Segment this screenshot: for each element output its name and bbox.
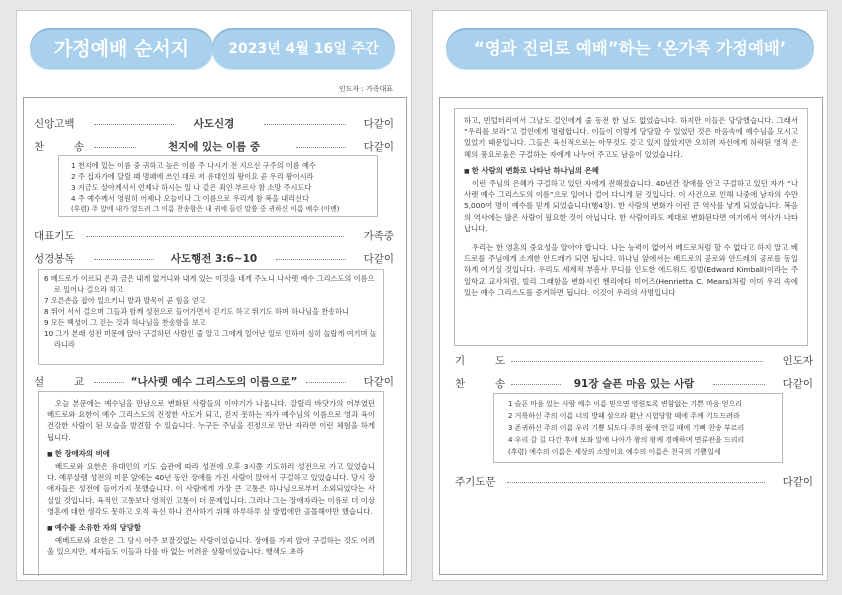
verse-line: 10 그가 본래 성전 미문에 앉아 구걸하던 사람인 줄 알고 그에게 일어난 일로 인하여 심히 놀랍게 여기며 놀라니라	[44, 329, 377, 349]
sermon-continued-box	[454, 108, 808, 346]
row-label: 주기도문	[455, 476, 496, 488]
lyric-line: 3 지금도 살아계셔서 언제나 하시는 일 나 같은 죄인 부르사 참 소망 주시도다	[71, 183, 312, 192]
row-right: 가족중	[363, 230, 394, 242]
row-title: 91장 슬픈 마음 있는 사람	[573, 378, 695, 390]
headline: “영과 진리로 예배”하는 ‘온가족 가정예배’	[473, 39, 787, 58]
closing-hymn-box	[493, 393, 783, 463]
sermon-paragraph-top: 하고, 빈털터리여서 그날도 걸인에게 줄 동전 한 닢도 없었습니다. 하지만 이들은 당당했습니다. 그래서 “우리를 보라”고 걸인에게 명령합니다. 이들이 이렇게 당당할 수 있었던 것은 마음속에 예수님을 모시고 있었기 때문입니다. 그들은 육신적으로는 아무것도 갖고 있지 않았지만 오히려 자신에게 허락된 영적 은혜의 풍요로움은 구걸하는 자에게 나누어 주고도 남음이 있었습니다.	[464, 116, 798, 159]
row-label-2: 송	[74, 141, 85, 153]
lyric-line: 2 주 십자가에 달릴 때 명패에 쓰인 대로 저 유대인의 왕이요 곧 우리 왕이시라	[71, 172, 314, 181]
row-hymn	[34, 139, 394, 155]
verse-line: 7 오른손을 잡아 일으키니 발과 발목이 곧 힘을 얻고	[44, 296, 206, 305]
lyric-line: 4 주 예수께서 영원히 어제나 오늘이나 그 이름으로 우리게 참 복을 내리신다	[71, 194, 310, 203]
lyric-line: 3 존귀하신 주의 이름 우리 기쁨 되도다 주의 품에 안길 때에 기뻐 찬송 부르리	[508, 424, 745, 432]
lyric-line: 1 슬픈 마음 있는 사람 예수 이름 믿으면 영원토록 변함없는 기쁜 마음 얻으리	[508, 400, 743, 408]
row-label-1: 찬	[455, 378, 466, 390]
row-label-1: 찬	[34, 141, 45, 153]
sermon-paragraph-3: 이런 주님의 은혜가 구걸하고 있던 자에게 전해졌습니다. 40년간 장애를 안고 구걸하고 있던 자가 “나사렛 예수 그리스도의 이름”으로 일어나 걸어 다니게 된 것입니다. 이 사건으로 인해 나중에 남자의 수만 5,000여 명이 예수를 믿게 되었습니다(행4장). 한 사람의 변화가 이런 큰 역사를 낳게 되었습니다. 복음의 역사에는 많은 사람이 필요한 것이 아닙니다. 한 사람이라도 제대로 변화된다면 여기에서 역사가 나타납니다.	[464, 179, 798, 233]
lyric-line: 2 거룩하신 주의 이름 너의 방패 삼으라 환난 시험당할 때에 주께 기도드려라	[508, 412, 740, 420]
row-label: 신앙고백	[34, 118, 75, 130]
verse-line: 9 모든 백성이 그 걷는 것과 하나님을 찬송함을 보고	[44, 318, 206, 327]
row-label: 대표기도	[34, 230, 75, 242]
lyric-line: 1 천지에 있는 이름 중 귀하고 높은 이름 주 나시기 전 지으신 구주의 이름 예수	[71, 161, 316, 170]
sermon-paragraph-2: 예베드로와 요한은 그 당시 아주 보잘것없는 사람이었습니다. 장애를 가져 앉아 구걸하는 것도 어려울 있으지만, 제자들도 이들과 다를 바 없는 어려운 상황이었습니다. 행색도 초라	[47, 536, 375, 557]
row-right: 다같이	[782, 378, 813, 390]
sermon-paragraph-4: 우리는 한 영혼의 중요성을 알아야 합니다. 나는 능력이 없어서 베드로처럼 할 수 없다고 하지 말고 베드로를 주님에게 소개한 안드레가 되면 됩니다. 하나님 앞에서는 베드로의 공로와 안드레의 공로를 동일하게 여기실 것입니다. 우리도 세계적 부흥사 무디를 인도한 에드워드 킴벌(Edward Kimball)이라는 주일학교 교사처럼, 빌리 그래함을 변화시킨 헨리에타 미어즈(Henrietta C. Mears)처럼 이미 우리 속에 있는 예수 그리스도를 증거하면 됩니다. 이것이 우리의 사명입니다	[464, 243, 798, 297]
row-label: 성경봉독	[34, 253, 75, 265]
headline-pill	[446, 28, 814, 70]
row-title: “나사렛 예수 그리스도의 이름으로”	[130, 376, 298, 388]
row-sermon	[34, 374, 394, 390]
row-right: 다같이	[363, 376, 394, 388]
row-right: 다같이	[363, 141, 394, 153]
sermon-paragraph-1: 베드로와 요한은 유대인의 기도 습관에 따라 성전에 오후 3시쯤 기도하러 성전으로 가고 있었습니다. 예루살렘 성전의 미문 앞에는 40년 동안 장애를 가진 사람이 앉아서 구걸하고 있었습니다. 당시 장애자들은 성전에 들어가지 못했습니다. 이 사람에게 가장 큰 고통은 하나님으로부터 소외되었다는 사실일 것입니다. 육적인 고통보다 영적인 고통이 더 문제입니다. 그러나 그는 장애자라는 이유로 더 이상 영혼에 대한 생각도 못하고 오직 육신 하나 건사하기 위해 하루하루 살 방법에만 골몰해야만 했습니다.	[47, 462, 375, 516]
row-right: 다같이	[363, 253, 394, 265]
row-label-2: 교	[74, 376, 85, 388]
verse-line: 8 뛰어 서서 걸으며 그들과 함께 성전으로 들어가면서 걷기도 하고 뛰기도 하며 하나님을 찬송하니	[44, 307, 350, 316]
row-right: 인도자	[782, 355, 813, 367]
row-prayer	[455, 353, 813, 369]
row-reading	[34, 251, 394, 267]
hymn-lyrics-box	[58, 155, 378, 217]
row-title: 사도행전 3:6~10	[170, 253, 258, 265]
lyric-line: 4 우리 갈 길 다간 후에 보좌 앞에 나아가 왕의 왕께 경배하며 면류관을 드리리	[508, 436, 745, 444]
reading-box	[38, 269, 384, 365]
sermon-intro: 오늘 본문에는 예수님을 만남으로 변화된 사람들의 이야기가 나옵니다. 갈릴리 바닷가의 어부였던 베드로와 요한이 예수 그리스도의 진정한 사도가 되고, 걷지 못하는 자가 예수님의 이름으로 영과 육이 건강한 사람이 된 모습을 발견할 수 있습니다. 누구든 주님을 진정으로 만난 자라면 이런 체험을 하게 됩니다.	[47, 399, 375, 442]
sermon-heading-1: ■ 한 장애자의 비애	[47, 448, 375, 460]
sermon-heading-2: ■ 예수를 소유한 자의 당당함	[47, 522, 375, 534]
verse-line: 6 베드로가 이르되 은과 금은 내게 없거니와 내게 있는 이것을 네게 주노니 나사렛 예수 그리스도의 이름으로 일어나 걸으라 하고	[44, 274, 375, 294]
row-creed	[34, 116, 394, 132]
lyric-line: (후렴) 주 앞에 내가 엎드려 그 이름 찬송함은 내 귀에 들린 말씀 중 귀하신 이름 예수 (아멘)	[71, 205, 340, 213]
right-page	[432, 10, 828, 581]
lyric-line: (후렴) 예수의 이름은 세상의 소망이요 예수의 이름은 천국의 기쁨일세	[508, 448, 721, 456]
sermon-heading-3: ■ 한 사람의 변화로 나타난 하나님의 은혜	[464, 165, 798, 177]
row-title: 사도신경	[193, 118, 235, 130]
row-label-1: 기	[455, 355, 466, 367]
row-right: 다같이	[782, 476, 813, 488]
left-page	[16, 10, 412, 581]
leader-credit: 인도자 : 가족대표	[338, 85, 393, 93]
week-date: 2023년 4월 16일 주간	[228, 41, 379, 57]
row-title: 천지에 있는 이름 중	[167, 141, 261, 153]
row-label-1: 설	[34, 376, 45, 388]
page-title: 가정예배 순서지	[53, 38, 190, 60]
row-right: 다같이	[363, 118, 394, 130]
sermon-box	[38, 391, 384, 576]
row-lords-prayer	[455, 474, 813, 490]
date-pill	[212, 28, 395, 70]
row-label-2: 도	[495, 355, 506, 367]
row-label-2: 송	[495, 378, 506, 390]
row-rep-prayer	[34, 228, 394, 244]
title-pill	[30, 28, 213, 70]
row-hymn-closing	[455, 376, 813, 392]
